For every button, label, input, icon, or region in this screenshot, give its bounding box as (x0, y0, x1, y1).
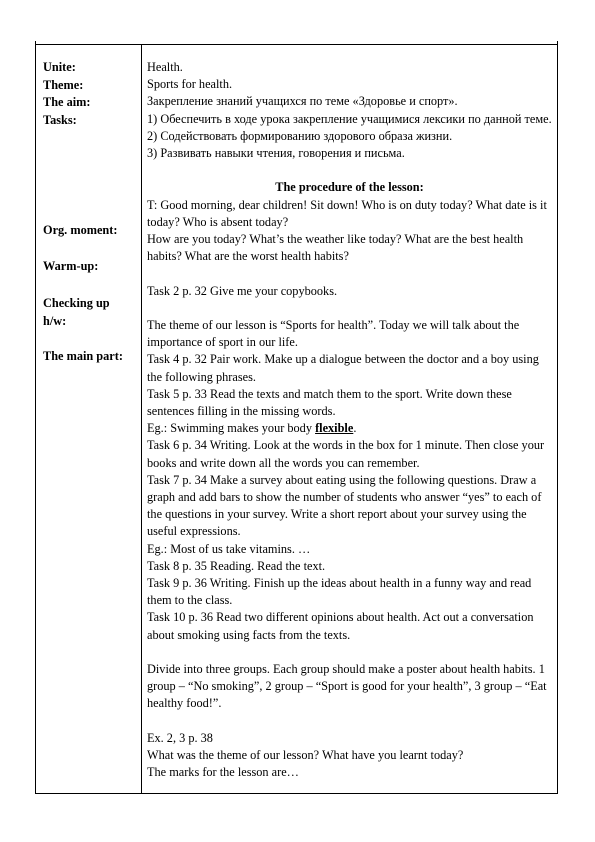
example-1-suffix: . (353, 421, 357, 436)
lesson-content (147, 59, 552, 781)
theme-text: Sports for health. (147, 77, 233, 92)
task-9-text: Task 9 p. 36 Writing. Finish up the ideas about health in a funny way and read them to the class. (147, 576, 532, 608)
example-2: Eg.: Most of us take vitamins. … (147, 541, 311, 556)
task-8-text: Task 8 p. 35 Reading. Read the text. (147, 558, 326, 573)
column-divider (141, 45, 142, 793)
label-aim: The aim: (43, 95, 91, 109)
marks-text: The marks for the lesson are… (147, 765, 299, 780)
procedure-heading: The procedure of the lesson: (275, 180, 424, 195)
task-7-text: Task 7 p. 34 Make a survey about eating using the following questions. Draw a graph and add bars to show the number of students who answer “yes” to each of the questions in your survey. Write a short report about your survey using the useful expressions. (147, 472, 542, 539)
border-tick-left (35, 41, 36, 45)
label-org-moment: Org. moment: (43, 223, 118, 237)
task-4-text: Task 4 p. 32 Pair work. Make up a dialogue between the doctor and a boy using the following phrases. (147, 352, 539, 384)
label-theme: Theme: (43, 77, 84, 92)
label-main-part: The main part: (43, 349, 123, 363)
aim-text: Закрепление знаний учащихся по теме «Здоровье и спорт». (147, 94, 458, 109)
reflection-text: What was the theme of our lesson? What have you learnt today? (147, 748, 464, 763)
lesson-plan-table (35, 44, 558, 794)
label-checking-up: Checking up (43, 296, 110, 310)
task-3: 3) Развивать навыки чтения, говорения и письма. (147, 146, 405, 161)
example-1 (147, 420, 552, 437)
unit-text: Health. (147, 60, 183, 74)
example-1-keyword: flexible (315, 421, 354, 436)
warm-up-text: How are you today? What’s the weather like today? What are the best health habits? What are the worst health habits? (147, 232, 524, 264)
main-intro-text: The theme of our lesson is “Sports for health”. Today we will talk about the importance of sport in our life. (147, 318, 520, 350)
example-1-prefix: Eg.: Swimming makes your body (147, 421, 316, 436)
groups-text: Divide into three groups. Each group should make a poster about health habits. 1 group – “No smoking”, 2 group – “Sport is good for your health”, 3 group – “Eat healthy food!”. (147, 662, 547, 711)
task-2: 2) Содействовать формированию здорового образа жизни. (147, 128, 453, 143)
label-unite: Unite: (43, 60, 76, 74)
checking-text: Task 2 p. 32 Give me your copybooks. (147, 283, 338, 298)
task-6-text: Task 6 p. 34 Writing. Look at the words in the box for 1 minute. Then close your books and write down all the words you can remember. (147, 438, 545, 470)
label-warm-up: Warm-up: (43, 259, 99, 273)
org-moment-text: T: Good morning, dear children! Sit down! Who is on duty today? What date is it today? Who is absent today? (147, 197, 547, 229)
label-tasks: Tasks: (43, 112, 77, 127)
task-5-text: Task 5 p. 33 Read the texts and match them to the sport. Write down these sentences filling in the missing words. (147, 386, 512, 419)
label-checking-up-hw: h/w: (43, 313, 67, 328)
task-1: 1) Обеспечить в ходе урока закрепление учащимися лексики по данной теме. (147, 111, 552, 126)
homework-text: Ex. 2, 3 p. 38 (147, 730, 213, 745)
border-tick-right (557, 41, 558, 45)
task-10-text: Task 10 p. 36 Read two different opinions about health. Act out a conversation about smoking using facts from the texts. (147, 610, 534, 642)
